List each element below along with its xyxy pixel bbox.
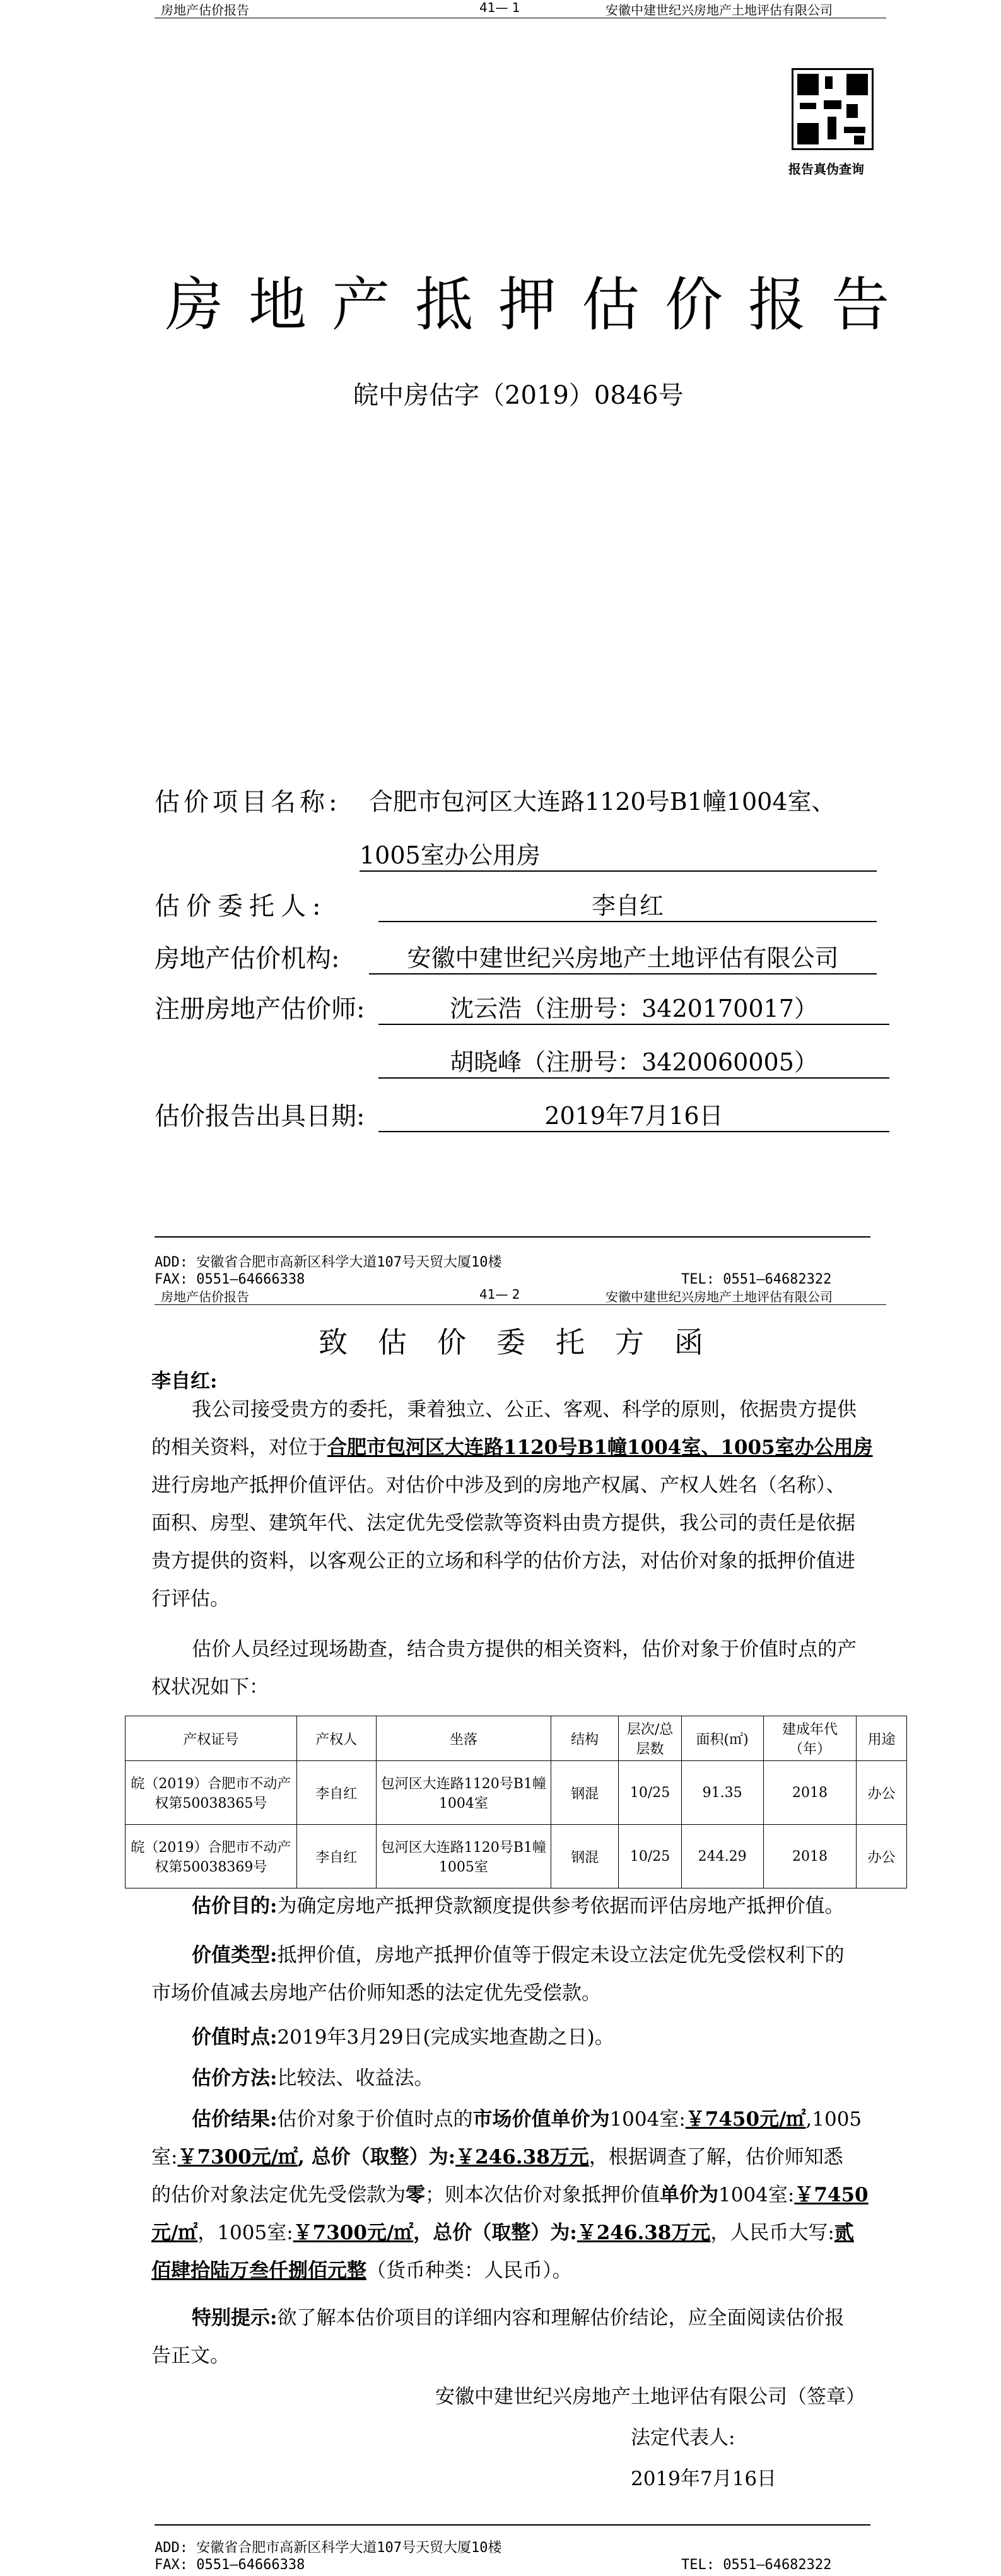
column-header: 层次/总层数 (619, 1716, 681, 1761)
signature-representative: 法定代表人: (631, 2427, 735, 2449)
field-label-appraisers: 注册房地产估价师: (155, 995, 365, 1024)
qr-code-icon[interactable] (792, 68, 874, 150)
letter-title: 致估价委托方函 (319, 1325, 734, 1359)
page2-footer-tel: TEL: 0551—64682322 (681, 2557, 832, 2573)
table-cell: 李自红 (296, 1825, 376, 1888)
report-title: 房地产抵押估价报告 (165, 271, 915, 339)
table-cell: 包河区大连路1120号B1幢1005室 (376, 1825, 551, 1888)
section-result: 估价结果:估价对象于价值时点的市场价值单价为1004室:￥7450元/㎡,1005 室:￥7300元/㎡, 总价（取整）为:￥246.38万元，根据调查了解，估价师知悉 的估价对象法定优先受偿款为零；则本次估价对象抵押价值单价为1004室:￥7450 元/㎡，1005室:￥7300元/㎡，总价（取整）为:￥246.38万元，人民币大写:贰 佰肆拾陆万叁仟捌佰元整（货币种类：人民币）。 (151, 2108, 869, 2282)
property-rights-table (125, 1716, 907, 1888)
section-value-type: 价值类型:抵押价值，房地产抵押价值等于假定未设立法定优先受偿权利下的 市场价值减去房地产估价师知悉的法定优先受偿款。 (151, 1944, 845, 2005)
letter-salutation: 李自红: (151, 1370, 218, 1393)
section-method: 估价方法:比较法、收益法。 (192, 2067, 434, 2090)
qr-caption: 报告真伪查询 (788, 161, 864, 177)
field-value-client: 李自红 (378, 886, 877, 922)
letter-paragraph-2: 估价人员经过现场勘查，结合贵方提供的相关资料，估价对象于价值时点的产 权状况如下： (151, 1638, 857, 1699)
field-value-issue-date: 2019年7月16日 (378, 1096, 889, 1132)
table-cell: 2018 (763, 1761, 857, 1825)
signature-date: 2019年7月16日 (631, 2468, 777, 2490)
table-cell: 办公 (857, 1825, 907, 1888)
section-special-note: 特别提示:欲了解本估价项目的详细内容和理解估价结论，应全面阅读估价报 告正文。 (151, 2307, 845, 2367)
page1-header-left: 房地产估价报告 (161, 3, 249, 18)
column-header: 面积(㎡) (681, 1716, 763, 1761)
page1-header-page-number: 41— 1 (479, 0, 520, 15)
signature-company: 安徽中建世纪兴房地产土地评估有限公司（签章） (435, 2386, 865, 2408)
column-header: 坐落 (376, 1716, 551, 1761)
table-row (126, 1761, 907, 1825)
table-cell: 10/25 (619, 1825, 681, 1888)
field-label-client: 估价委托人: (155, 892, 327, 921)
property-address: 合肥市包河区大连路1120号B1幢1004室、1005室办公用房 (327, 1436, 873, 1459)
field-value-agency: 安徽中建世纪兴房地产土地评估有限公司 (369, 939, 877, 975)
table-cell: 10/25 (619, 1761, 681, 1825)
page2-header-right: 安徽中建世纪兴房地产土地评估有限公司 (606, 1289, 833, 1304)
column-header: 产权证号 (126, 1716, 297, 1761)
field-label-issue-date: 估价报告出具日期: (155, 1102, 365, 1131)
table-cell: 2018 (763, 1825, 857, 1888)
page1-footer-address: ADD: 安徽省合肥市高新区科学大道107号天贸大厦10楼 (155, 1255, 502, 1270)
page1-footer-rule (155, 1236, 870, 1238)
page2-header-page-number: 41— 2 (479, 1287, 520, 1302)
column-header: 建成年代（年） (763, 1716, 857, 1761)
table-cell: 钢混 (551, 1825, 618, 1888)
column-header: 产权人 (296, 1716, 376, 1761)
page1-header-right: 安徽中建世纪兴房地产土地评估有限公司 (606, 3, 833, 18)
field-label-project: 估价项目名称: (155, 788, 341, 817)
page2-footer-address: ADD: 安徽省合肥市高新区科学大道107号天贸大厦10楼 (155, 2540, 502, 2556)
page1-footer-tel: TEL: 0551—64682322 (681, 1272, 832, 1287)
table-cell: 皖（2019）合肥市不动产权第50038369号 (126, 1825, 297, 1888)
page2-footer-rule (155, 2524, 870, 2526)
page2-header-rule (155, 1304, 886, 1305)
field-value-project: 合肥市包河区大连路1120号B1幢1004室、 (369, 788, 836, 816)
table-cell: 李自红 (296, 1761, 376, 1825)
table-cell: 办公 (857, 1761, 907, 1825)
table-row (126, 1825, 907, 1888)
report-number: 皖中房估字（2019）0846号 (353, 381, 684, 410)
table-cell: 皖（2019）合肥市不动产权第50038365号 (126, 1761, 297, 1825)
field-label-agency: 房地产估价机构: (155, 944, 340, 973)
field-value-appraiser-2: 胡晓峰（注册号：3420060005） (378, 1043, 889, 1079)
column-header: 用途 (857, 1716, 907, 1761)
section-value-date: 价值时点:2019年3月29日(完成实地查勘之日)。 (192, 2026, 614, 2049)
column-header: 结构 (551, 1716, 618, 1761)
table-cell: 244.29 (681, 1825, 763, 1888)
field-value-project-cont: 1005室办公用房 (360, 836, 877, 872)
section-purpose: 估价目的:为确定房地产抵押贷款额度提供参考依据而评估房地产抵押价值。 (192, 1895, 845, 1917)
table-cell: 包河区大连路1120号B1幢1004室 (376, 1761, 551, 1825)
table-header-row (126, 1716, 907, 1761)
table-cell: 钢混 (551, 1761, 618, 1825)
table-cell: 91.35 (681, 1761, 763, 1825)
page2-header-left: 房地产估价报告 (161, 1289, 249, 1304)
letter-paragraph-1: 我公司接受贵方的委托，秉着独立、公正、客观、科学的原则，依据贵方提供 的相关资料，对位于合肥市包河区大连路1120号B1幢1004室、1005室办公用房 进行房地产抵押价值评估。对估价中涉及到的房地产权属、产权人姓名（名称）、 面积、房型、建筑年代、法定优先受偿款等资料由贵方提供，我公司的责任是依据 贵方提供的资料，以客观公正的立场和科学的估价方法，对估价对象的抵押价值进 行评估。 (151, 1398, 873, 1610)
field-value-appraiser-1: 沈云浩（注册号：3420170017） (378, 989, 889, 1025)
page2-footer-fax: FAX: 0551—64666338 (155, 2557, 305, 2573)
page1-footer-fax: FAX: 0551—64666338 (155, 1272, 305, 1287)
